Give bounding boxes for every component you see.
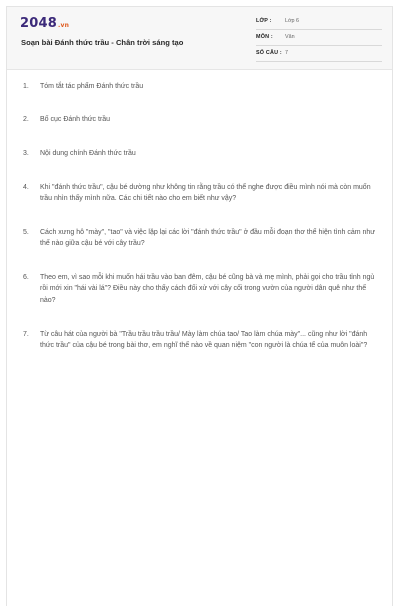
question-text: Khi "đánh thức trầu", cậu bé dường như không tin rằng trầu có thể nghe được điều mình nói mà còn muốn trầu nhìn thấy mình nữa. Các chi tiết nào cho em biết như vậy? [40, 184, 371, 203]
meta-label-class: LỚP : [256, 18, 272, 24]
meta-row-question-count [256, 47, 382, 62]
site-logo[interactable] [20, 16, 69, 34]
meta-value-question-count: 7 [285, 50, 288, 56]
question-number: 7. [23, 331, 29, 338]
meta-row-class [256, 15, 382, 30]
document-title: Soạn bài Đánh thức trầu - Chân trời sáng tạo [21, 38, 184, 47]
document-header [7, 7, 392, 70]
meta-label-question-count: SỐ CÂU : [256, 50, 282, 56]
meta-row-subject [256, 31, 382, 46]
meta-label-subject: MÔN : [256, 34, 273, 40]
question-number: 4. [23, 184, 29, 191]
meta-value-class: Lớp 6 [285, 18, 300, 24]
question-text: Bố cục Đánh thức trầu [40, 116, 111, 123]
question-text: Cách xưng hô "mày", "tao" và việc lặp lại các lời "đánh thức trầu" ở đầu mỗi đoạn thơ thể hiện tình cảm như thế nào giữa cậu bé với cây trầu? [40, 229, 375, 248]
document-meta [256, 15, 382, 63]
logo-text: 2048 [20, 16, 57, 31]
question-number: 2. [23, 116, 29, 123]
question-text: Tóm tắt tác phẩm Đánh thức trầu [40, 83, 144, 90]
question-text: Theo em, vì sao mỗi khi muốn hái trầu vào ban đêm, cậu bé cũng bà và mẹ mình, phải gọi cho trầu tỉnh ngủ rồi mới xin "hái vài lá"? Điều này cho thấy cách đối xử với cây cối trong vườn của người dân quê như thế nào? [40, 274, 375, 304]
question-number: 3. [23, 150, 29, 157]
logo-tld: .vn [57, 22, 70, 29]
question-number: 5. [23, 229, 29, 236]
meta-value-subject: Văn [285, 34, 295, 40]
question-number: 1. [23, 83, 29, 90]
question-number: 6. [23, 274, 29, 281]
question-text: Nội dung chính Đánh thức trầu [40, 150, 136, 157]
document-page [6, 6, 393, 606]
question-text: Từ câu hát của người bà "Trầu trầu trầu trầu/ Mày làm chúa tao/ Tao làm chúa mày"... cũng như lời "đánh thức trầu" của cậu bé trong bài thơ, em nghĩ thế nào về quan niệm "con người là chúa tể của muôn loài"? [40, 331, 368, 350]
